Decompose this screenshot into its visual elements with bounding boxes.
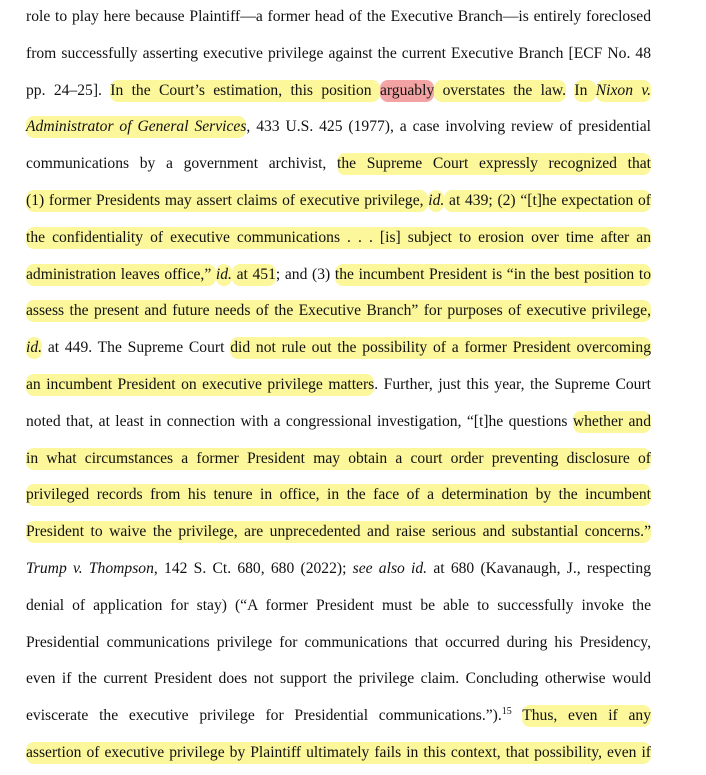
yellow-highlight: at 439; (2) “[t]he expectation of xyxy=(444,191,651,209)
text-line xyxy=(26,112,651,149)
yellow-highlight: id. xyxy=(215,265,232,283)
text-line xyxy=(26,591,651,628)
yellow-highlight: (1) former Presidents may assert claims of executive privilege, xyxy=(26,191,429,209)
text-line xyxy=(26,260,651,297)
footnote-ref: 15 xyxy=(501,705,512,717)
yellow-highlight: overstates the law. xyxy=(434,81,567,99)
red-highlight: arguably xyxy=(379,81,435,99)
text-span: Trump v. Thompson xyxy=(26,559,154,577)
text-line xyxy=(26,444,651,481)
text-span: communications by a government archivist, xyxy=(26,155,337,173)
yellow-highlight: In the Court’s estimation, this position xyxy=(110,81,380,99)
text-line xyxy=(26,76,651,113)
text-line xyxy=(26,333,651,370)
yellow-highlight: the Supreme Court expressly recognized that xyxy=(337,155,652,173)
yellow-highlight: id. xyxy=(26,339,43,357)
yellow-highlight: an incumbent President on executive privilege matters xyxy=(26,375,375,393)
yellow-highlight: Administrator of General Services xyxy=(26,118,247,136)
text-span: , 433 U.S. 425 (1977), a case involving review of presidential xyxy=(246,118,652,136)
text-line xyxy=(26,554,651,591)
text-span: see also id. xyxy=(352,559,428,577)
yellow-highlight: President to waive the privilege, are unprecedented and raise serious and substantial concerns.” xyxy=(26,523,651,541)
yellow-highlight: did not rule out the possibility of a former President overcoming xyxy=(230,339,651,357)
text-line xyxy=(26,39,651,76)
text-line xyxy=(26,186,651,223)
yellow-highlight: Nixon v. xyxy=(595,81,652,99)
text-span: from successfully asserting executive privilege against the current Executive Branch [ECF No. 48 xyxy=(26,44,651,62)
text-line xyxy=(26,370,651,407)
yellow-highlight: whether and xyxy=(572,412,651,430)
text-line xyxy=(26,738,651,775)
yellow-highlight: privileged records from his tenure in office, in the face of a determination by the incumbent xyxy=(26,486,651,504)
text-span: at 680 (Kavanaugh, J., respecting xyxy=(427,559,651,577)
text-line xyxy=(26,296,651,333)
text-span: noted that, at least in connection with a congressional investigation, “[t]he questions xyxy=(26,412,573,430)
yellow-highlight: id. xyxy=(428,191,445,209)
yellow-highlight: the incumbent President is “in the best position to xyxy=(334,265,651,283)
text-line xyxy=(26,628,651,665)
text-line xyxy=(26,2,651,39)
document-page xyxy=(26,0,651,775)
yellow-highlight: assertion of executive privilege by Plaintiff ultimately fails in this context, that possibility, even if xyxy=(26,743,651,761)
text-line xyxy=(26,480,651,517)
text-line xyxy=(26,407,651,444)
yellow-highlight: the confidentiality of executive communications . . . [is] subject to erosion over time after an xyxy=(26,228,651,246)
text-line xyxy=(26,517,651,554)
text-line xyxy=(26,664,651,701)
text-span: Presidential communications privilege for communications that occurred during his Presidency, xyxy=(26,633,651,651)
yellow-highlight: In xyxy=(574,81,596,99)
text-span: ; and (3) xyxy=(275,265,335,283)
text-line xyxy=(26,701,651,738)
text-span: even if the current President does not support the privilege claim. Concluding otherwise would xyxy=(26,670,651,688)
text-line xyxy=(26,149,651,186)
text-span: role to play here because Plaintiff—a former head of the Executive Branch—is entirely foreclosed xyxy=(26,8,651,25)
yellow-highlight: administration leaves office,” xyxy=(26,265,216,283)
text-span: , 142 S. Ct. 680, 680 (2022); xyxy=(153,559,353,577)
text-span: eviscerate the executive privilege for Presidential communications.”). xyxy=(26,707,502,725)
yellow-highlight: at 451 xyxy=(231,265,276,283)
text-span: denial of application for stay) (“A former President must be able to successfully invoke the xyxy=(26,596,651,614)
text-span xyxy=(512,707,522,724)
text-span: . Further, just this year, the Supreme Court xyxy=(374,375,652,393)
yellow-highlight: Thus, even if any xyxy=(522,707,651,725)
text-span: at 449. The Supreme Court xyxy=(42,339,231,357)
text-span: pp. 24–25]. xyxy=(26,81,111,99)
yellow-highlight: assess the present and future needs of the Executive Branch” for purposes of executive privilege, xyxy=(26,302,651,320)
yellow-highlight: in what circumstances a former President may obtain a court order preventing disclosure of xyxy=(26,449,651,467)
text-line xyxy=(26,223,651,260)
